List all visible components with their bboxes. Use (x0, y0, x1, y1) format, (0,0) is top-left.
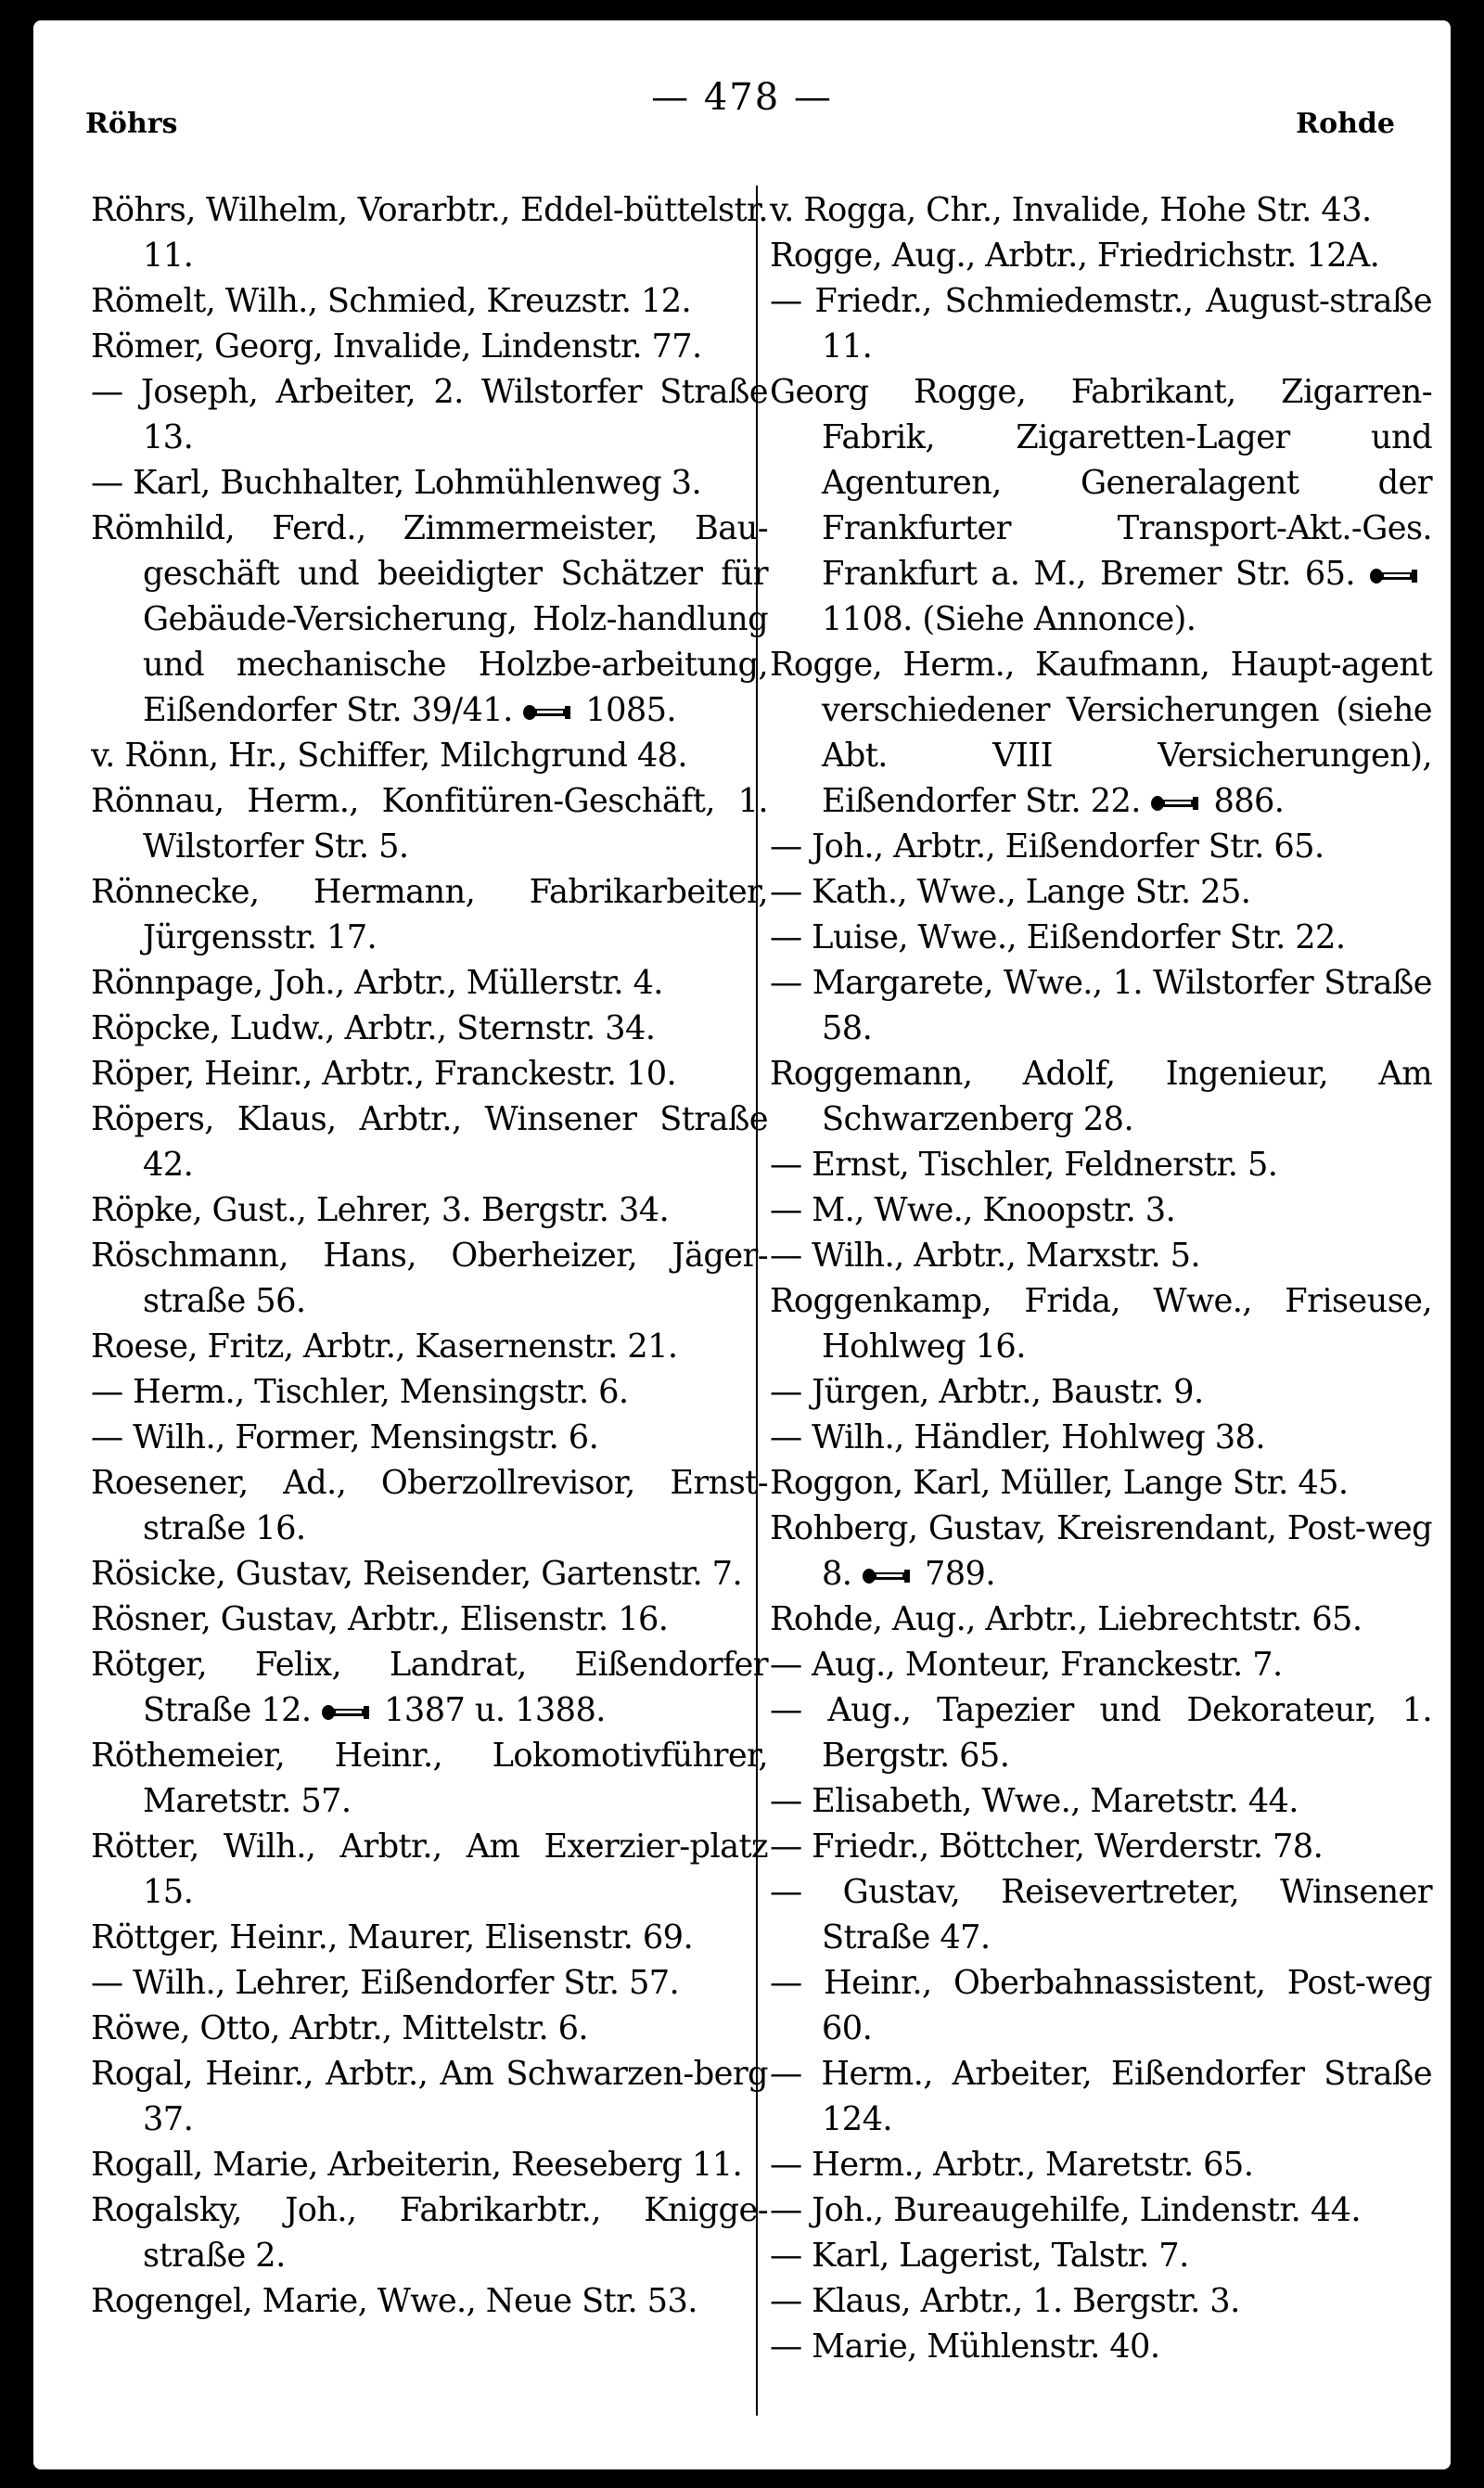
directory-entry (770, 2233, 1432, 2278)
entry-text: — Herm., Arbtr., Maretstr. 65. (770, 2146, 1254, 2184)
directory-entry (91, 1597, 768, 1642)
directory-entry (91, 778, 768, 869)
entry-text: v. Rönn, Hr., Schiffer, Milchgrund 48. (91, 737, 688, 775)
directory-entry (770, 1142, 1432, 1187)
entry-text: — Friedr., Böttcher, Werderstr. 78. (770, 1828, 1324, 1866)
telephone-number: 886. (1213, 782, 1285, 820)
directory-entry (770, 278, 1432, 369)
page-header (33, 76, 1451, 141)
entry-text: — Karl, Buchhalter, Lohmühlenweg 3. (91, 464, 702, 502)
entry-text: — M., Wwe., Knoopstr. 3. (770, 1191, 1176, 1229)
entry-text: — Joh., Bureaugehilfe, Lindenstr. 44. (770, 2191, 1361, 2229)
directory-entry (770, 1187, 1432, 1233)
entry-text: Roggenkamp, Frida, Wwe., Friseuse, Hohlweg 16. (770, 1282, 1432, 1366)
directory-entry (91, 369, 768, 460)
entry-text: — Marie, Mühlenstr. 40. (770, 2328, 1160, 2366)
directory-entry (91, 2278, 768, 2324)
entry-text: Rogalsky, Joh., Fabrikarbtr., Knigge-straße 2. (91, 2191, 768, 2275)
directory-entry (91, 2142, 768, 2187)
entry-text: Roese, Fritz, Arbtr., Kasernenstr. 21. (91, 1327, 678, 1366)
entry-text: Rohberg, Gustav, Kreisrendant, Post-weg 8. (770, 1509, 1432, 1593)
entry-text: Rötter, Wilh., Arbtr., Am Exerzier-platz 15. (91, 1828, 768, 1911)
telephone-number: 1085. (585, 691, 677, 729)
entry-text: — Friedr., Schmiedemstr., August-straße 11. (770, 282, 1432, 366)
directory-entry (91, 1097, 768, 1187)
directory-entry (770, 2278, 1432, 2324)
directory-entry (770, 1824, 1432, 1869)
entry-text: — Wilh., Arbtr., Marxstr. 5. (770, 1237, 1201, 1275)
entry-text: Röthemeier, Heinr., Lokomotivführer, Maretstr. 57. (91, 1737, 768, 1820)
directory-entry (770, 187, 1432, 233)
directory-entry (770, 1460, 1432, 1506)
telephone-icon (522, 703, 578, 722)
entry-text: — Aug., Tapezier und Dekorateur, 1. Bergstr. 65. (770, 1691, 1432, 1775)
directory-page (33, 20, 1451, 2469)
entry-text: — Margarete, Wwe., 1. Wilstorfer Straße 58. (770, 964, 1432, 1047)
entry-text: — Jürgen, Arbtr., Baustr. 9. (770, 1373, 1204, 1411)
directory-entry (91, 869, 768, 960)
entry-text: — Wilh., Lehrer, Eißendorfer Str. 57. (91, 1964, 680, 2002)
directory-entry (91, 1233, 768, 1324)
entry-text: Rogall, Marie, Arbeiterin, Reeseberg 11. (91, 2146, 743, 2184)
directory-entry (91, 1824, 768, 1915)
directory-entry (91, 2187, 768, 2278)
header-left-keyword: Röhrs (85, 108, 178, 140)
entry-text: — Elisabeth, Wwe., Maretstr. 44. (770, 1782, 1298, 1820)
directory-entry (770, 1369, 1432, 1415)
entry-text: Röper, Heinr., Arbtr., Franckestr. 10. (91, 1055, 677, 1093)
right-column (770, 187, 1432, 2432)
directory-entry (770, 2187, 1432, 2233)
directory-entry (770, 233, 1432, 278)
directory-entry (91, 187, 768, 278)
telephone-number: 789. (924, 1555, 995, 1593)
entry-text: Rönnau, Herm., Konfitüren-Geschäft, 1. Wilstorfer Str. 5. (91, 782, 768, 866)
directory-entry (91, 1960, 768, 2006)
entry-text: Rogge, Aug., Arbtr., Friedrichstr. 12A. (770, 237, 1380, 275)
entry-text: — Luise, Wwe., Eißendorfer Str. 22. (770, 918, 1346, 956)
entry-text: — Herm., Tischler, Mensingstr. 6. (91, 1373, 629, 1411)
entry-text: Römhild, Ferd., Zimmermeister, Bau-geschäft und beeidigter Schätzer für Gebäude-Versicherung, Holz-handlung und mechanische Holzbe-arbeitung, Eißendorfer Str. 39/41. (91, 509, 768, 729)
entry-text: — Joh., Arbtr., Eißendorfer Str. 65. (770, 827, 1324, 866)
directory-entry (770, 1687, 1432, 1778)
entry-text: — Heinr., Oberbahnassistent, Post-weg 60. (770, 1964, 1432, 2047)
directory-entry (91, 1551, 768, 1597)
entry-text: Rösner, Gustav, Arbtr., Elisenstr. 16. (91, 1600, 669, 1638)
entry-text: Roggon, Karl, Müller, Lange Str. 45. (770, 1464, 1349, 1502)
entry-text: — Herm., Arbeiter, Eißendorfer Straße 124. (770, 2055, 1432, 2138)
directory-entry (770, 1051, 1432, 1142)
directory-entry (91, 2006, 768, 2051)
entry-text: Rohde, Aug., Arbtr., Liebrechtstr. 65. (770, 1600, 1362, 1638)
entry-text: Rötger, Felix, Landrat, Eißendorfer Straße 12. (91, 1646, 768, 1729)
entry-text: Röschmann, Hans, Oberheizer, Jäger-straße 56. (91, 1237, 768, 1320)
entry-text: Röhrs, Wilhelm, Vorarbtr., Eddel-büttelstr. 11. (91, 191, 768, 275)
entry-text: Roggemann, Adolf, Ingenieur, Am Schwarzenberg 28. (770, 1055, 1432, 1138)
directory-entry (91, 1006, 768, 1051)
entry-text: Römelt, Wilh., Schmied, Kreuzstr. 12. (91, 282, 692, 320)
directory-entry (770, 2051, 1432, 2142)
directory-entry (770, 915, 1432, 960)
left-column (91, 187, 768, 2432)
entry-text: — Gustav, Reisevertreter, Winsener Straße 47. (770, 1873, 1432, 1956)
entry-text: Rönnpage, Joh., Arbtr., Müllerstr. 4. (91, 964, 663, 1002)
entry-text: Rogal, Heinr., Arbtr., Am Schwarzen-berg 37. (91, 2055, 768, 2138)
directory-entry (770, 1415, 1432, 1460)
entry-text: v. Rogga, Chr., Invalide, Hohe Str. 43. (770, 191, 1372, 229)
directory-entry (770, 2324, 1432, 2369)
entry-text: — Aug., Monteur, Franckestr. 7. (770, 1646, 1283, 1684)
directory-entry (770, 869, 1432, 915)
entry-text: Rogengel, Marie, Wwe., Neue Str. 53. (91, 2282, 697, 2320)
entry-text: — Klaus, Arbtr., 1. Bergstr. 3. (770, 2282, 1240, 2320)
directory-entry (770, 369, 1432, 642)
telephone-icon (862, 1567, 917, 1585)
directory-entry (91, 1460, 768, 1551)
entry-text: Georg Rogge, Fabrikant, Zigarren-Fabrik, Zigaretten-Lager und Agenturen, Generalagent der Frankfurter Transport-Akt.-Ges. Frankfurt a. M., Bremer Str. 65. (770, 373, 1432, 593)
header-right-keyword: Rohde (1296, 108, 1395, 140)
entry-text: — Ernst, Tischler, Feldnerstr. 5. (770, 1146, 1278, 1184)
directory-entry (91, 1642, 768, 1733)
entry-text: Rogge, Herm., Kaufmann, Haupt-agent verschiedener Versicherungen (siehe Abt. VIII Versicherungen), Eißendorfer Str. 22. (770, 646, 1432, 820)
directory-entry (770, 1233, 1432, 1278)
directory-entry (91, 1369, 768, 1415)
entry-text: — Joseph, Arbeiter, 2. Wilstorfer Straße 13. (91, 373, 768, 456)
directory-entry (770, 824, 1432, 869)
entry-text: Röttger, Heinr., Maurer, Elisenstr. 69. (91, 1918, 694, 1956)
entry-text: Röpcke, Ludw., Arbtr., Sternstr. 34. (91, 1009, 656, 1047)
directory-entry (770, 1960, 1432, 2051)
directory-entry (91, 1187, 768, 1233)
directory-entry (770, 1278, 1432, 1369)
entry-text: Röwe, Otto, Arbtr., Mittelstr. 6. (91, 2009, 589, 2047)
entry-text: Roesener, Ad., Oberzollrevisor, Ernst-straße 16. (91, 1464, 768, 1547)
entry-text: — Kath., Wwe., Lange Str. 25. (770, 873, 1251, 911)
telephone-icon (321, 1703, 377, 1722)
directory-entry (91, 1051, 768, 1097)
entry-text: — Wilh., Händler, Hohlweg 38. (770, 1418, 1265, 1456)
telephone-number: 1108. (Siehe Annonce). (822, 600, 1196, 638)
entry-text: Römer, Georg, Invalide, Lindenstr. 77. (91, 327, 702, 366)
entry-text: Röpers, Klaus, Arbtr., Winsener Straße 42. (91, 1100, 768, 1184)
directory-entry (770, 1869, 1432, 1960)
directory-entry (91, 2051, 768, 2142)
directory-entry (91, 1324, 768, 1369)
page-number: — 478 — (651, 76, 833, 119)
telephone-number: 1387 u. 1388. (384, 1691, 606, 1729)
entry-text: — Wilh., Former, Mensingstr. 6. (91, 1418, 599, 1456)
directory-entry (91, 1733, 768, 1824)
directory-entry (91, 324, 768, 369)
directory-entry (770, 642, 1432, 824)
entry-text: Rönnecke, Hermann, Fabrikarbeiter, Jürgensstr. 17. (91, 873, 768, 956)
directory-entry (91, 1915, 768, 1960)
directory-entry (91, 278, 768, 324)
directory-entry (770, 960, 1432, 1051)
directory-entry (91, 1415, 768, 1460)
directory-entry (770, 1597, 1432, 1642)
directory-entry (770, 1506, 1432, 1597)
directory-entry (91, 506, 768, 733)
directory-entry (770, 1778, 1432, 1824)
directory-entry (770, 2142, 1432, 2187)
entry-text: — Karl, Lagerist, Talstr. 7. (770, 2237, 1189, 2275)
entry-text: Rösicke, Gustav, Reisender, Gartenstr. 7. (91, 1555, 743, 1593)
directory-entry (770, 1642, 1432, 1687)
directory-entry (91, 733, 768, 778)
directory-entry (91, 460, 768, 506)
telephone-icon (1369, 567, 1425, 585)
directory-entry (91, 960, 768, 1006)
entry-text: Röpke, Gust., Lehrer, 3. Bergstr. 34. (91, 1191, 670, 1229)
telephone-icon (1150, 794, 1206, 813)
